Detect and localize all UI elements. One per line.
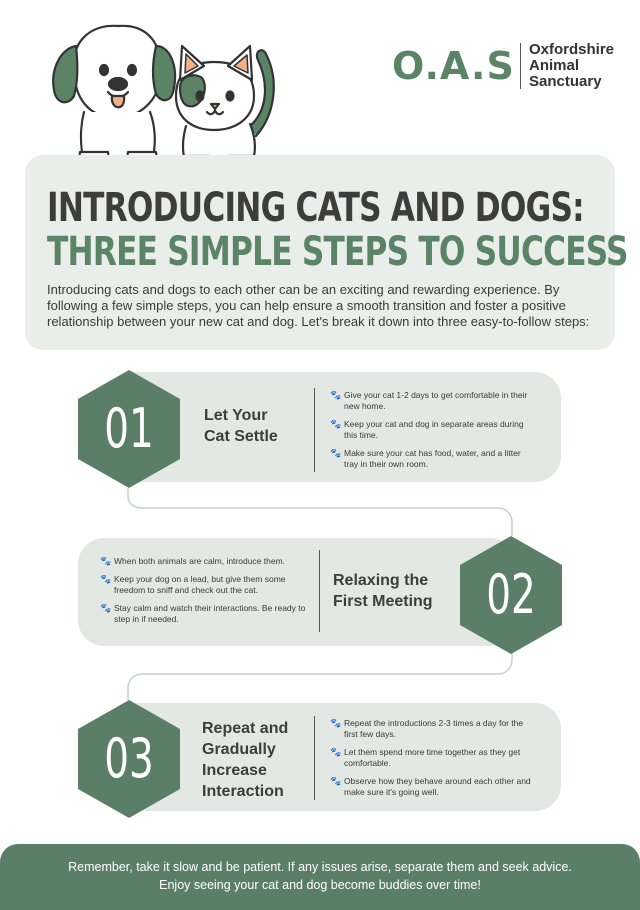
step-3-number: 03 — [104, 727, 154, 790]
list-item — [330, 419, 530, 441]
footer-text — [30, 858, 610, 894]
dog-illustration — [53, 26, 175, 170]
list-item — [330, 776, 535, 798]
bullet-text: Let them spend more time together as they get comfortable. — [344, 747, 521, 768]
paw-icon: 🐾 — [100, 603, 112, 613]
step-3-title — [202, 718, 288, 802]
paw-icon: 🐾 — [100, 556, 112, 566]
logo-mark: O.A.S — [392, 44, 515, 88]
bullet-text: When both animals are calm, introduce them. — [114, 556, 286, 566]
step-2-divider — [319, 550, 320, 632]
list-item — [330, 718, 535, 740]
list-item — [100, 574, 310, 596]
bullet-text: Repeat the introductions 2-3 times a day for the first few days. — [344, 718, 524, 739]
step-title-line: Relaxing the — [333, 572, 429, 589]
bullet-text: Make sure your cat has food, water, and a litter tray in their own room. — [344, 448, 521, 469]
list-item — [330, 390, 530, 412]
intro-paragraph: Introducing cats and dogs to each other can be an exciting and rewarding experience. By following a few simple steps, you can help ensure a smooth transition and foster a positive relationship between your new cat and dog. Let's break it down into three easy-to-follow steps: — [47, 282, 590, 329]
step-3-divider — [314, 716, 315, 800]
step-title-line: Let Your — [204, 407, 268, 424]
bullet-text: Keep your dog on a lead, but give them some freedom to sniff and check out the cat. — [114, 574, 286, 595]
bullet-text: Give your cat 1-2 days to get comfortable in their new home. — [344, 390, 528, 411]
page-subtitle: THREE SIMPLE STEPS TO SUCCESS — [47, 229, 628, 275]
step-2-bullets — [100, 556, 310, 632]
paw-icon: 🐾 — [100, 574, 112, 584]
list-item — [330, 747, 535, 769]
step-2-title — [333, 570, 433, 612]
paw-icon: 🐾 — [330, 718, 342, 728]
list-item — [330, 448, 530, 470]
footer-line: Remember, take it slow and be patient. If any issues arise, separate them and seek advice. — [68, 860, 572, 874]
step-1-number: 01 — [104, 397, 154, 460]
step-title-line: Cat Settle — [204, 428, 278, 445]
step-1-bullets — [330, 390, 530, 477]
sanctuary-logo — [392, 40, 622, 92]
paw-icon: 🐾 — [330, 747, 342, 757]
logo-text — [529, 42, 614, 90]
bullet-text: Stay calm and watch their interactions. Be ready to step in if needed. — [114, 603, 306, 624]
dog-and-cat-illustration — [44, 16, 284, 174]
step-title-line: Gradually — [202, 741, 276, 758]
step-title-line: First Meeting — [333, 593, 433, 610]
step-2-number: 02 — [486, 563, 536, 626]
step-1-divider — [314, 388, 315, 472]
paw-icon: 🐾 — [330, 390, 342, 400]
logo-line: Animal — [529, 57, 580, 74]
list-item — [100, 603, 310, 625]
bullet-text: Keep your cat and dog in separate areas during this time. — [344, 419, 524, 440]
paw-icon: 🐾 — [330, 448, 342, 458]
step-title-line: Increase — [202, 762, 267, 779]
paw-icon: 🐾 — [330, 419, 342, 429]
logo-line: Sanctuary — [529, 73, 602, 90]
step-3-bullets — [330, 718, 535, 805]
logo-divider — [520, 43, 521, 89]
page-title: INTRODUCING CATS AND DOGS: — [47, 185, 584, 231]
list-item — [100, 556, 310, 567]
paw-icon: 🐾 — [330, 776, 342, 786]
step-1-title — [204, 405, 278, 447]
step-title-line: Repeat and — [202, 720, 289, 737]
cat-illustration — [176, 46, 274, 172]
logo-line: Oxfordshire — [529, 41, 615, 58]
footer-line: Enjoy seeing your cat and dog become buddies over time! — [159, 878, 481, 892]
bullet-text: Observe how they behave around each other and make sure it's going well. — [344, 776, 531, 797]
step-title-line: Interaction — [202, 783, 284, 800]
